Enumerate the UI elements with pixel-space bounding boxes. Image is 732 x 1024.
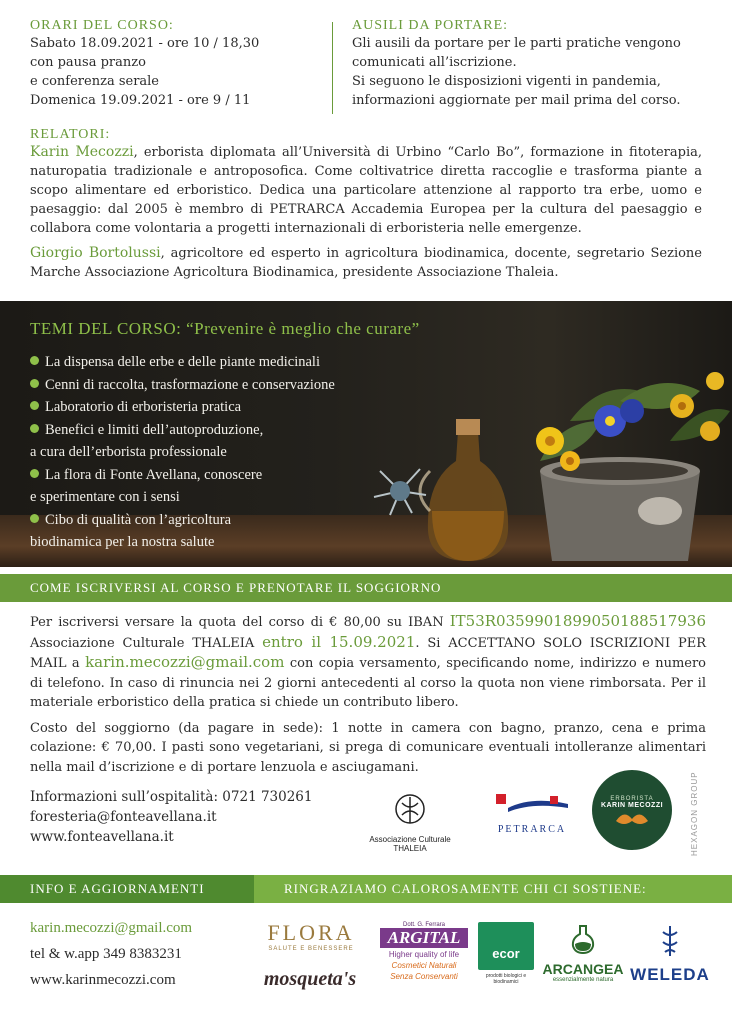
ausili-text-1: Gli ausili da portare per le parti pratiche vengono comunicati all’iscrizione. xyxy=(352,36,681,70)
iscrizione-text: Per iscriversi versare la quota del corso di € 80,00 su IBAN IT53R0359901899050188517936 Associazione Culturale THALEIA entro il 15.09.2021. Si ACCETTANO SOLO ISCRIZIONI PER MAIL a karin.mecozzi@gmail.com con copia versamento, specificando nome, indirizzo e numero di telefono. In caso di rinuncia nei 2 giorni antecedenti al corso la quota non viene rimborsata. Per il materiale erboristico della pratica si chiede un contributo libero. xyxy=(30,612,707,710)
topics-list xyxy=(30,351,460,554)
ospitalita-section xyxy=(30,787,350,847)
info-phone: tel & w.app 349 8383231 xyxy=(30,946,182,962)
thaleia-logo xyxy=(354,793,466,853)
relatore-karin xyxy=(30,143,702,238)
info-bar xyxy=(0,875,254,903)
argital-top: Dott. G. Ferrara xyxy=(402,922,445,928)
iscrizione-bar-title: COME ISCRIVERSI AL CORSO E PRENOTARE IL SOGGIORNO xyxy=(30,580,442,595)
temi-band xyxy=(0,301,732,567)
list-item: La dispensa delle erbe e delle piante medicinali xyxy=(30,351,460,374)
flora-logo xyxy=(258,920,364,952)
list-item: Laboratorio di erboristeria pratica xyxy=(30,396,460,419)
arcangea-tag: essenzialmente natura xyxy=(552,977,614,983)
karin-bio: , erborista diplomata all’Università di Urbino “Carlo Bo”, formazione in fitoterapia, naturopatia tradizionale e antroposofica. Come coltivatrice diretta raccoglie e trasforma piante a scopo alimentare ed erboristico. Dedica una particolare attenzione al rapporto tra erbe, uomo e paesaggio: dal 2005 è membro di PETRARCA Accademia Europea per la cultura del paesaggio e collabora come volontaria a progetti internazionali di erboristeria nelle emergenze. xyxy=(30,145,702,236)
flask-icon xyxy=(571,924,595,954)
list-item: La flora di Fonte Avellana, conoscere e sperimentare con i sensi xyxy=(30,466,263,505)
petrarca-logo xyxy=(482,790,582,840)
weleda-name: WELEDA xyxy=(630,965,710,984)
mosqueta-logo: mosqueta's xyxy=(263,968,357,990)
list-item: Cibo di qualità con l’agricoltura biodinamica per la nostra salute xyxy=(30,511,232,550)
iscrizione-bar xyxy=(0,574,732,602)
ospitalita-phone: Informazioni sull’ospitalità: 0721 730261 xyxy=(30,789,313,805)
ecor-tag: prodotti biologici e biodinamici xyxy=(485,973,527,985)
orari-title: ORARI DEL CORSO: xyxy=(30,18,174,33)
bullet-icon xyxy=(30,469,39,478)
arcangea-name: ARCANGEA xyxy=(542,961,624,977)
list-item: Benefici e limiti dell’autoproduzione, a cura dell’erborista professionale xyxy=(30,421,264,460)
argital-tag2b: Senza Conservanti xyxy=(390,972,458,981)
hexagon-credit: HEXAGON GROUP xyxy=(690,771,699,856)
erbo-label-2: KARIN MECOZZI xyxy=(600,802,664,809)
petrarca-emblem-icon xyxy=(492,790,572,818)
bullet-icon xyxy=(30,401,39,410)
bullet-icon xyxy=(30,514,39,523)
ausili-title: AUSILI DA PORTARE: xyxy=(352,18,509,33)
relatori-title: RELATORI: xyxy=(30,127,111,142)
argital-logo xyxy=(380,922,468,981)
ausili-text-2: Si seguono le disposizioni vigenti in pandemia, informazioni aggiornate per mail prima del corso. xyxy=(352,74,681,108)
ecor-name: ecor xyxy=(478,922,534,970)
relatore-giorgio xyxy=(30,244,702,282)
info-email[interactable]: karin.mecozzi@gmail.com xyxy=(30,920,193,936)
erborista-logo xyxy=(592,770,672,850)
sponsors-bar xyxy=(254,875,732,903)
iban-value: IT53R0359901899050188517936 xyxy=(449,612,706,630)
arcangea-logo xyxy=(540,924,626,983)
weleda-emblem-icon xyxy=(660,924,680,958)
column-divider xyxy=(332,22,333,114)
ausili-section xyxy=(352,18,712,110)
giorgio-bio: , agricoltore ed esperto in agricoltura biodinamica, docente, segretario Sezione Marche Associazione Agricoltura Biodinamica, presidente Associazione Thaleia. xyxy=(30,246,703,280)
orari-section xyxy=(30,18,320,110)
orari-line: con pausa pranzo xyxy=(30,55,146,70)
course-info-top xyxy=(30,18,712,130)
herb-leaf-icon xyxy=(612,809,652,827)
karin-name: Karin Mecozzi xyxy=(30,144,134,160)
thaleia-emblem-icon xyxy=(394,793,426,827)
orari-line: Domenica 19.09.2021 - ore 9 / 11 xyxy=(30,93,251,108)
list-item: Cenni di raccolta, trasformazione e conservazione xyxy=(30,374,460,397)
ospitalita-email[interactable]: foresteria@fonteavellana.it xyxy=(30,809,217,825)
email-link[interactable]: karin.mecozzi@gmail.com xyxy=(85,653,285,671)
ecor-logo xyxy=(478,922,534,985)
flora-name: FLORA xyxy=(267,920,355,945)
erbo-label-1: ERBORISTA xyxy=(610,796,654,802)
argital-tag2a: Cosmetici Naturali xyxy=(391,961,457,970)
bullet-icon xyxy=(30,379,39,388)
sponsors-bar-title: RINGRAZIAMO CALOROSAMENTE CHI CI SOSTIENE: xyxy=(284,881,647,896)
ospitalita-site[interactable]: www.fonteavellana.it xyxy=(30,829,174,845)
argital-tag: Higher quality of life xyxy=(388,950,460,959)
orari-line: e conferenza serale xyxy=(30,74,160,89)
deadline-value: entro il 15.09.2021 xyxy=(262,632,416,651)
weleda-logo xyxy=(630,924,710,985)
relatori-section xyxy=(30,127,702,282)
flora-sub: SALUTE E BENESSERE xyxy=(268,946,354,952)
temi-title: TEMI DEL CORSO: “Prevenire è meglio che curare” xyxy=(30,319,420,338)
info-site[interactable]: www.karinmecozzi.com xyxy=(30,972,176,988)
petrarca-label: PETRARCA xyxy=(497,824,567,835)
orari-line: Sabato 18.09.2021 - ore 10 / 18,30 xyxy=(30,36,260,51)
thaleia-label: Associazione Culturale THALEIA xyxy=(369,835,451,853)
info-bar-title: INFO E AGGIORNAMENTI xyxy=(30,881,205,896)
giorgio-name: Giorgio Bortolussi xyxy=(30,245,161,261)
bullet-icon xyxy=(30,356,39,365)
soggiorno-text: Costo del soggiorno (da pagare in sede): 1 notte in camera con bagno, pranzo, cena e prima colazione: € 70,00. I pasti sono vegetariani, si prega di comunicare eventuali intolleranze alimentari nella mail d’iscrizione e di portare lenzuola e asciugamani. xyxy=(30,720,706,775)
argital-name: ARGITAL xyxy=(380,928,468,948)
iscrizione-section xyxy=(30,612,706,777)
info-contacts xyxy=(30,915,250,993)
bullet-icon xyxy=(30,424,39,433)
